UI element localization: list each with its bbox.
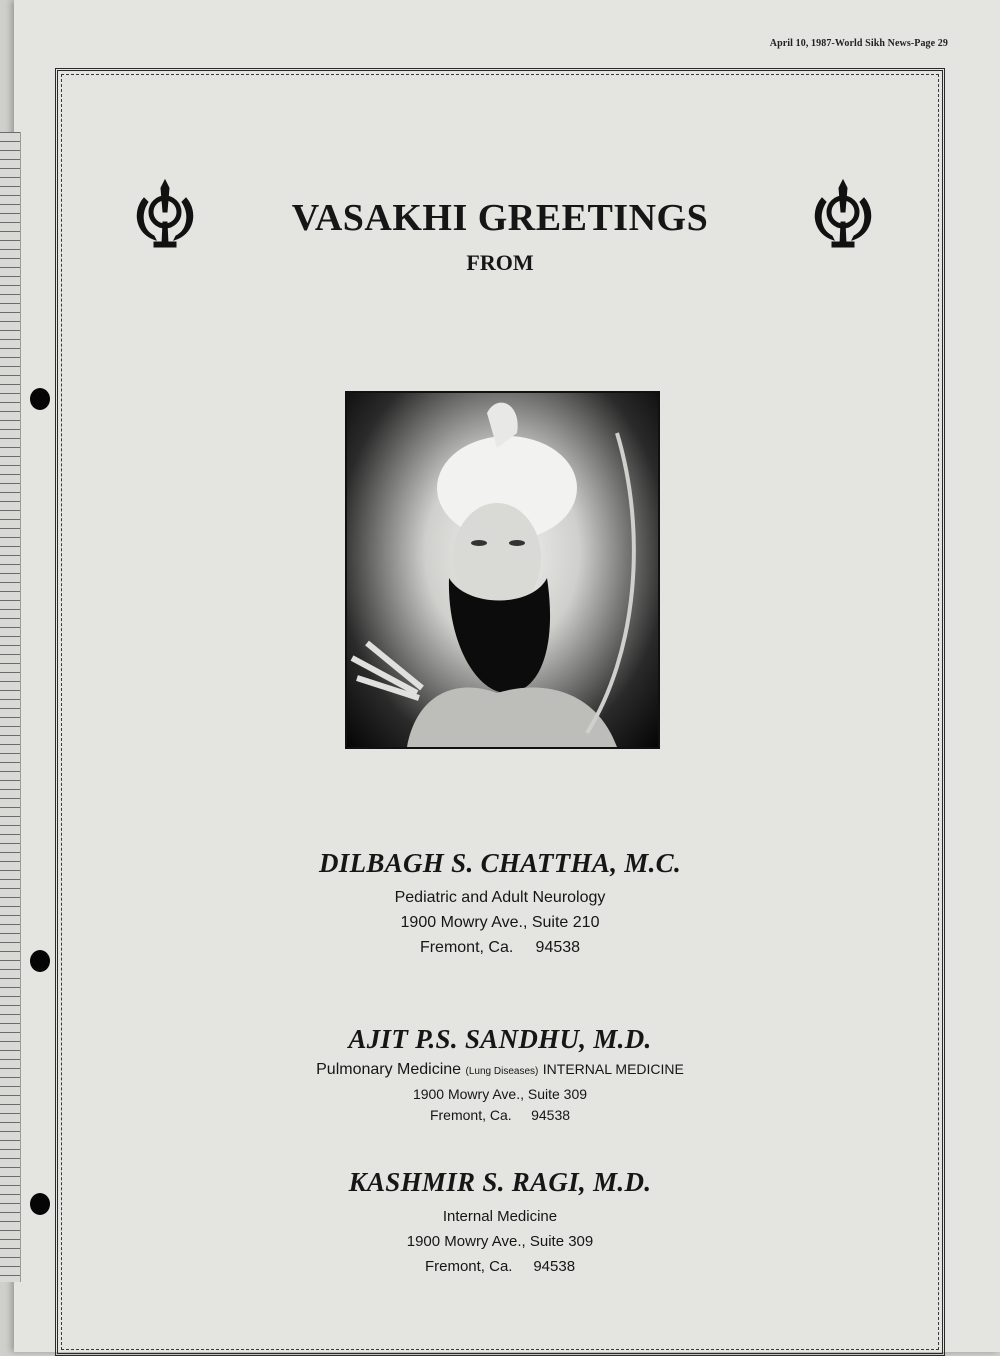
doctor-address: 1900 Mowry Ave., Suite 309 — [406, 1233, 594, 1250]
doctor-specialty-extra: INTERNAL MEDICINE — [542, 1061, 684, 1077]
ad-subtitle: FROM — [466, 250, 534, 275]
doctor-city: Fremont, Ca. — [429, 1107, 512, 1123]
doctor-specialty-note: (Lung Diseases) — [465, 1066, 539, 1077]
doctor-name: AJIT P.S. SANDHU, M.D. — [348, 1024, 652, 1054]
doctor-zip: 94538 — [533, 1258, 576, 1275]
doctor-city: Fremont, Ca. — [419, 939, 514, 956]
doctor-city: Fremont, Ca. — [424, 1258, 513, 1275]
doctor-specialty: Internal Medicine — [442, 1208, 558, 1225]
doctor-zip: 94538 — [535, 939, 581, 956]
doctor-city-line — [0, 1105, 1000, 1126]
doctor-address: 1900 Mowry Ave., Suite 309 — [412, 1086, 588, 1102]
guru-portrait — [345, 391, 660, 749]
doctor-specialty-line — [0, 1057, 1000, 1084]
doctor-name: DILBAGH S. CHATTHA, M.C. — [318, 848, 682, 878]
doctor-address: 1900 Mowry Ave., Suite 210 — [400, 914, 600, 931]
doctor-zip: 94538 — [531, 1107, 571, 1123]
punch-hole — [30, 388, 50, 410]
entry-chattha — [0, 848, 1000, 960]
doctor-specialty: Pediatric and Adult Neurology — [394, 889, 606, 906]
doctor-city-line — [0, 935, 1000, 960]
entry-ragi — [0, 1167, 1000, 1279]
page-header: April 10, 1987-World Sikh News-Page 29 — [769, 38, 948, 49]
doctor-specialty: Pulmonary Medicine — [316, 1061, 462, 1078]
doctor-name: KASHMIR S. RAGI, M.D. — [348, 1167, 652, 1197]
entry-sandhu — [0, 1024, 1000, 1126]
doctor-city-line — [0, 1254, 1000, 1279]
ad-title: VASAKHI GREETINGS — [291, 197, 709, 239]
